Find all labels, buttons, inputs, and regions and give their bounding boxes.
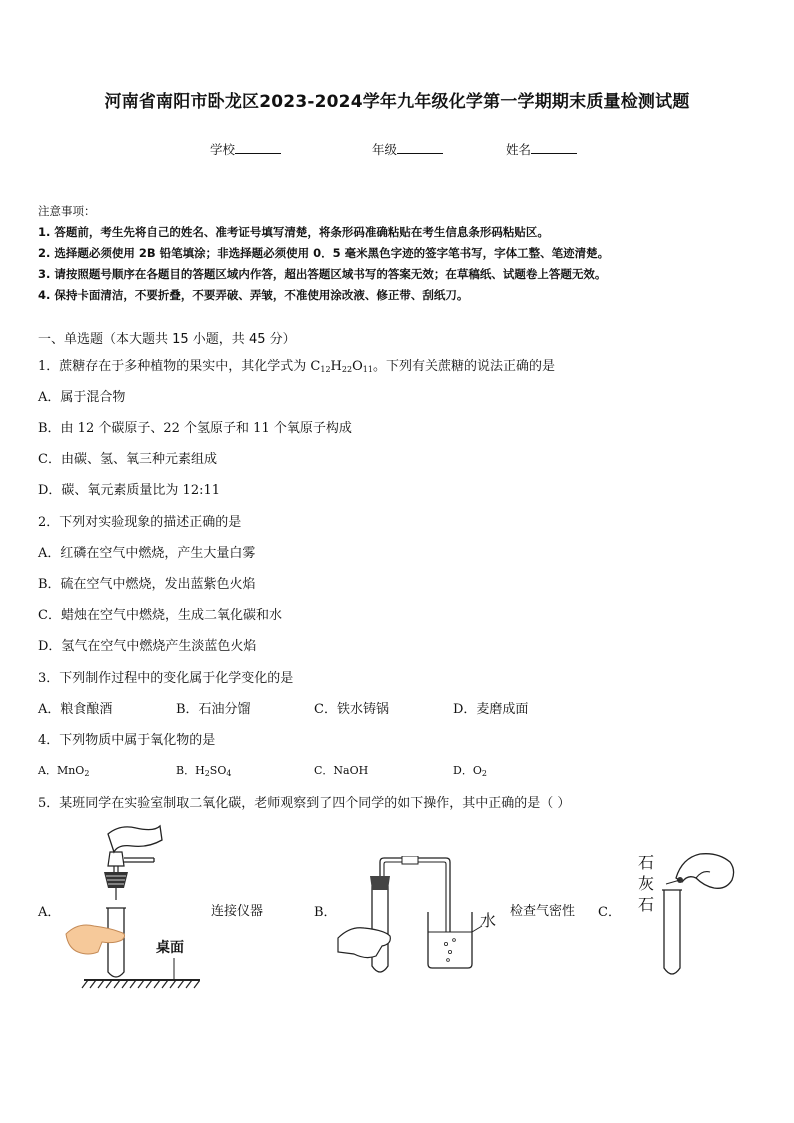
name-field[interactable] [506,140,577,158]
question-5-option-c-letter[interactable]: C． [598,905,621,920]
notice-item: 2. 选择题必须使用 2B 铅笔填涂；非选择题必须使用 0．5 毫米黑色字迹的签字笔书写，字体工整、笔迹清楚。 [38,246,610,260]
name-label: 姓名 [506,142,532,157]
grade-field[interactable] [372,140,443,158]
question-4-option-a[interactable]: A．MnO$_2$ [38,764,90,778]
section-heading: 一、单选题（本大题共 15 小题，共 45 分） [38,332,296,347]
question-3-option-c[interactable]: C．铁水铸锅 [314,702,389,717]
question-3-stem: 3．下列制作过程中的变化属于化学变化的是 [38,671,294,686]
question-5-option-a-text: 连接仪器 [211,904,264,919]
notice-heading: 注意事项： [38,204,96,218]
question-5-option-b-text: 检查气密性 [510,904,576,919]
question-2-option-d[interactable]: D．氢气在空气中燃烧产生淡蓝色火焰 [38,639,257,654]
desk-label: 桌面 [156,940,184,956]
question-5-stem: 5．某班同学在实验室制取二氧化碳，老师观察到了四个同学的如下操作，其中正确的是（ ） [38,796,571,811]
question-1-stem: 1．蔗糖存在于多种植物的果实中，其化学式为 $C_{12}H_{22}O_{11}$。下列有关蔗糖的说法正确的是 [38,359,555,374]
school-label: 学校 [210,142,236,157]
question-2-option-c[interactable]: C．蜡烛在空气中燃烧，生成二氧化碳和水 [38,608,282,623]
question-4-stem: 4．下列物质中属于氧化物的是 [38,733,216,748]
limestone-label: 石 灰 石 [638,853,655,914]
question-1-option-c[interactable]: C．由碳、氢、氧三种元素组成 [38,452,217,467]
question-2-stem: 2．下列对实验现象的描述正确的是 [38,515,242,530]
notice-item: 4. 保持卡面清洁，不要折叠，不要弄破、弄皱，不准使用涂改液、修正带、刮纸刀。 [38,288,469,302]
page-title: 河南省南阳市卧龙区2023-2024学年九年级化学第一学期期末质量检测试题 [104,92,690,112]
notice-item: 3. 请按照题号顺序在各题目的答题区域内作答，超出答题区域书写的答案无效；在草稿纸、试题卷上答题无效。 [38,267,607,281]
question-4-option-d[interactable]: D．$O_2$ [453,764,487,778]
question-4-option-c[interactable]: C．NaOH [314,764,369,777]
grade-label: 年级 [372,142,398,157]
question-1-option-a[interactable]: A．属于混合物 [38,390,126,405]
question-3-option-b[interactable]: B．石油分馏 [176,702,251,717]
connect-apparatus-illustration [58,822,200,994]
question-4-option-b[interactable]: B．$H_2SO_4$ [176,764,232,778]
question-3-option-a[interactable]: A．粮食酿酒 [38,702,113,717]
question-1-option-d[interactable]: D．碳、氧元素质量比为 12:11 [38,483,221,498]
question-5-option-b-letter[interactable]: B． [314,905,337,920]
question-1-option-b[interactable]: B．由 12 个碳原子、22 个氢原子和 11 个氧原子构成 [38,421,352,436]
question-5-option-a-letter[interactable]: A． [38,905,61,920]
add-limestone-illustration [656,848,740,988]
question-3-option-d[interactable]: D．麦磨成面 [453,702,529,717]
question-2-option-a[interactable]: A．红磷在空气中燃烧，产生大量白雾 [38,546,256,561]
school-field[interactable] [210,140,281,158]
airtightness-check-illustration [336,856,506,986]
water-label: 水 [480,911,497,930]
question-2-option-b[interactable]: B．硫在空气中燃烧，发出蓝紫色火焰 [38,577,256,592]
notice-item: 1. 答题前，考生先将自己的姓名、准考证号填写清楚，将条形码准确粘贴在考生信息条形码粘贴区。 [38,225,549,239]
